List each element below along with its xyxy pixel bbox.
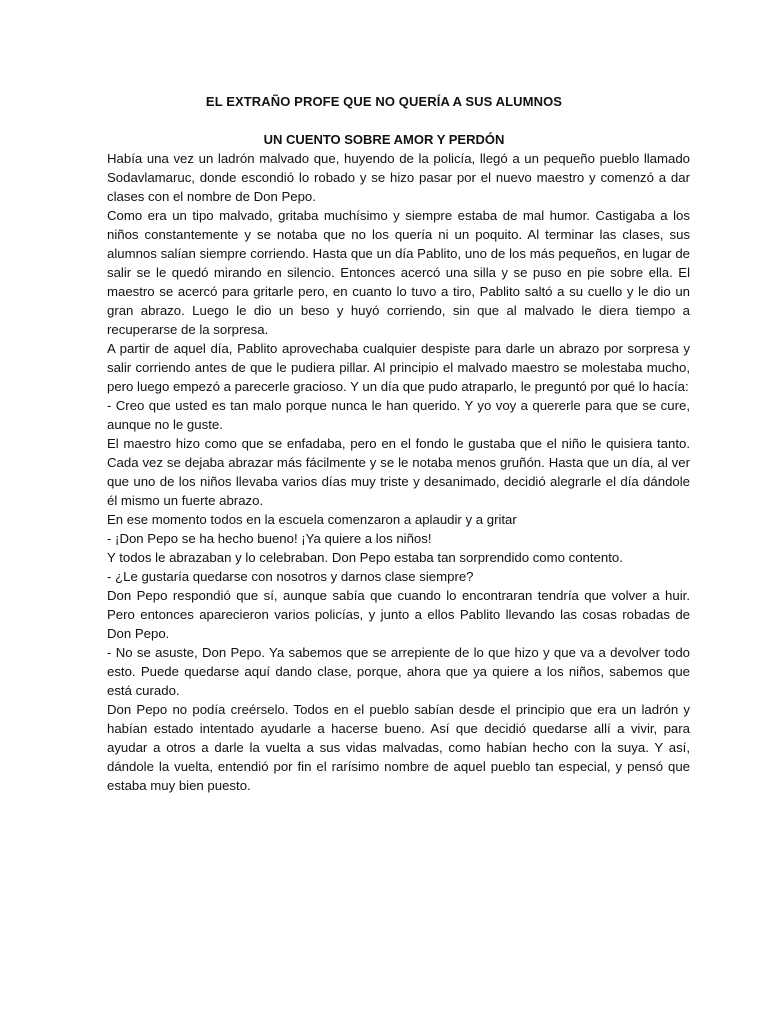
paragraph: Y todos le abrazaban y lo celebraban. Don Pepo estaba tan sorprendido como contento. [107,550,623,565]
paragraph: El maestro hizo como que se enfadaba, pero en el fondo le gustaba que el niño le quisiera tanto. Cada vez se dejaba abrazar más fácilmente y se le notaba menos gruñón. Hasta que un día, al ver que uno de los niños llevaba varios días muy triste y desanimado, decidió alegrarle el día dándole él mismo un fuerte abrazo. [107,436,690,508]
document-title: EL EXTRAÑO PROFE QUE NO QUERÍA A SUS ALUMNOS [205,94,563,109]
document-subtitle: UN CUENTO SOBRE AMOR Y PERDÓN [263,132,505,147]
paragraph: Como era un tipo malvado, gritaba muchísimo y siempre estaba de mal humor. Castigaba a los niños constantemente y se notaba que no los quería ni un poquito. Al terminar las clases, sus alumnos salían siempre corriendo. Hasta que un día Pablito, uno de los más pequeños, en lugar de salir se le quedó mirando en silencio. Entonces acercó una silla y se puso en pie sobre ella. El maestro se acercó para gritarle pero, en cuanto lo tuvo a tiro, Pablito saltó a su cuello y le dio un gran abrazo. Luego le dio un beso y huyó corriendo, sin que al malvado le diera tiempo a recuperarse de la sorpresa. [107,208,690,337]
dialogue-line: - ¿Le gustaría quedarse con nosotros y darnos clase siempre? [107,569,474,584]
dialogue-line: - No se asuste, Don Pepo. Ya sabemos que se arrepiente de lo que hizo y que va a devolver todo esto. Puede quedarse aquí dando clase, porque, ahora que ya quiere a los niños, sabemos que está curado. [107,645,690,698]
paragraph: Había una vez un ladrón malvado que, huyendo de la policía, llegó a un pequeño pueblo llamado Sodavlamaruc, donde escondió lo robado y se hizo pasar por el nuevo maestro y comenzó a dar clases con el nombre de Don Pepo. [107,151,690,204]
dialogue-line: - Creo que usted es tan malo porque nunca le han querido. Y yo voy a quererle para que se cure, aunque no le guste. [107,398,690,432]
paragraph: A partir de aquel día, Pablito aprovechaba cualquier despiste para darle un abrazo por sorpresa y salir corriendo antes de que le pudiera pillar. Al principio el malvado maestro se molestaba mucho, pero luego empezó a parecerle gracioso. Y un día que pudo atraparlo, le preguntó por qué lo hacía: [107,341,690,394]
dialogue-line: - ¡Don Pepo se ha hecho bueno! ¡Ya quiere a los niños! [107,531,432,546]
paragraph: Don Pepo respondió que sí, aunque sabía que cuando lo encontraran tendría que volver a huir. Pero entonces aparecieron varios policías, y junto a ellos Pablito llevando las cosas robadas de Don Pepo. [107,588,690,641]
paragraph: En ese momento todos en la escuela comenzaron a aplaudir y a gritar [107,512,517,527]
paragraph: Don Pepo no podía creérselo. Todos en el pueblo sabían desde el principio que era un ladrón y habían estado intentado ayudarle a hacerse bueno. Así que decidió quedarse allí a vivir, para ayudar a otros a darle la vuelta a sus vidas malvadas, como habían hecho con la suya. Y así, dándole la vuelta, entendió por fin el rarísimo nombre de aquel pueblo tan especial, y pensó que estaba muy bien puesto. [107,702,690,793]
story-body [107,149,690,795]
